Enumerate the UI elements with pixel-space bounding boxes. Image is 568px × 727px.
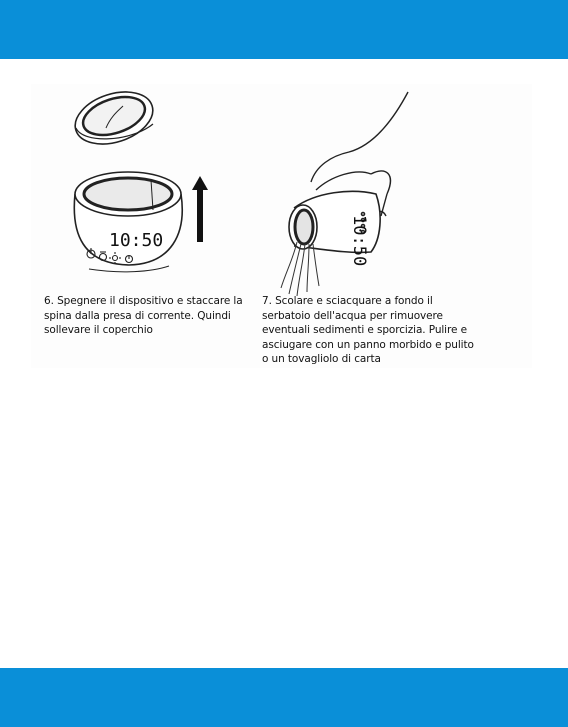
step-6-number: 6. (44, 295, 54, 307)
step-6-line-2: spina dalla presa di corrente. Quindi (44, 309, 231, 322)
arrow-up-icon (192, 176, 208, 242)
step-7-line-5: o un tovagliolo di carta (262, 353, 381, 365)
step-7-line-1: Scolare e sciacquare a fondo il (275, 295, 433, 307)
step-7-caption (262, 294, 490, 367)
step-6-line-3: sollevare il coperchio (44, 324, 153, 336)
step-7-line-2: serbatoio dell'acqua per rimuovere (262, 309, 443, 322)
lid-illustration (69, 84, 160, 153)
right-display-time: 10:50 (349, 215, 369, 267)
step-7-line-3: eventuali sedimenti e sporcizia. Pulire e (262, 324, 467, 336)
step-6-line-1: Spegnere il dispositivo e staccare la (57, 295, 243, 307)
water-stream-icon (281, 242, 319, 296)
humidifier-body (74, 172, 182, 272)
header-bar (0, 0, 568, 59)
step-7-line-4: asciugare con un panno morbido e pulito (262, 338, 474, 351)
instruction-figure (31, 84, 532, 368)
left-display-time: 10:50 (109, 230, 164, 251)
step-7-number: 7. (262, 295, 272, 307)
step-6-caption (44, 294, 244, 338)
footer-bar (0, 668, 568, 727)
